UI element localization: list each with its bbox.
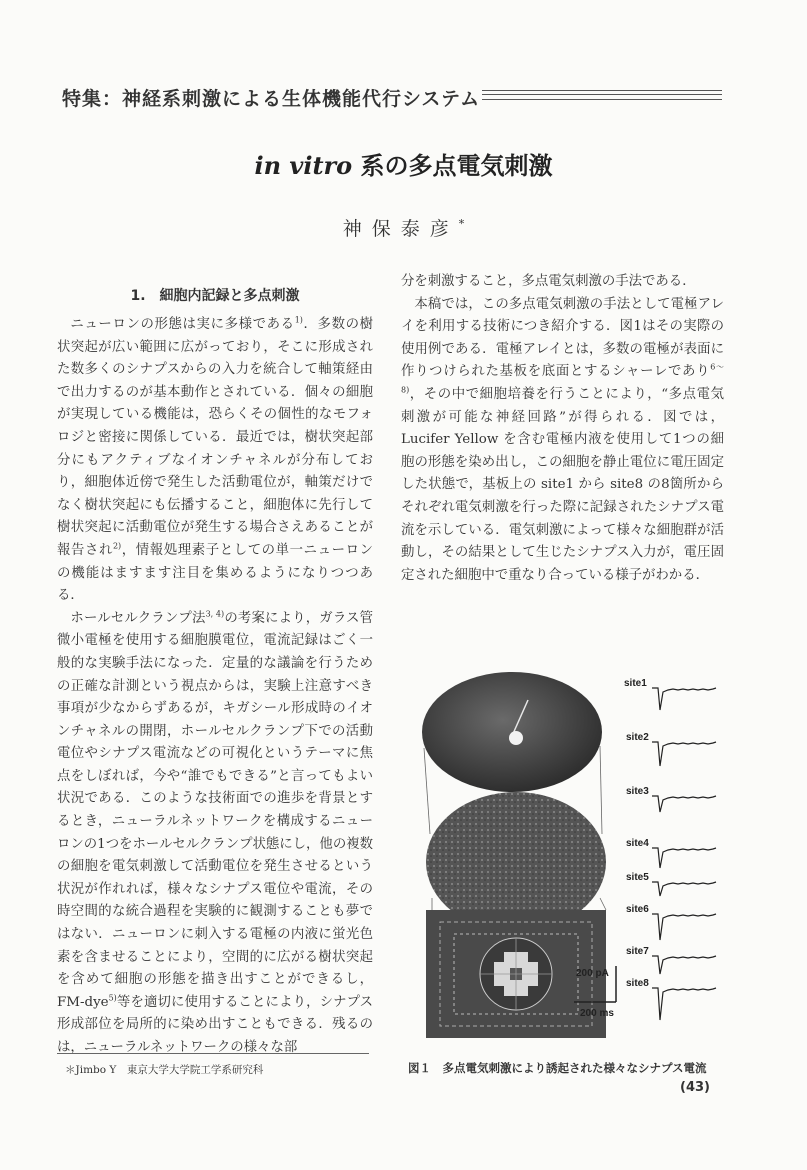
site-label: site8 [626,978,649,989]
synaptic-current-trace [652,956,716,974]
synaptic-current-trace [652,688,716,710]
paragraph: 本稿では，この多点電気刺激の手法として電極アレイを利用する技術につき紹介する．図1はその実際の使用例である．電極アレイとは，多数の電極が表面に作りつけられた基板を底面とするシャーレであり$^{6\sim 8)}$，その中で細胞培養を行うことにより，“多点電気刺激が可能な神経回路”が得られる．図では，Lucifer Yellow を含む電極内液を使用して1つの細胞の形態を染め出し，この細胞を静止電位に電圧固定した状態で，基板上の site1 から site8 の8箇所からそれぞれ電気刺激を行った際に記録されたシナプス電流を示している．電気刺激によって様々な細胞群が活動し，その結果として生じたシナプス入力が，電圧固定された細胞中で重なり合っている様子がわかる． [401,296,724,583]
synaptic-current-trace [652,848,716,868]
site-label: site1 [624,678,647,689]
synaptic-current-trace [652,796,716,812]
feature-header-title: 特集：神経系刺激による生体機能代行システム [62,88,481,110]
site-label: site7 [626,946,649,957]
footnote: ＊Jimbo Y 東京大学大学院工学系研究科 [65,1064,264,1076]
citation: 3, 4) [205,609,225,619]
citation: 2) [112,541,122,551]
left-column [57,314,373,1060]
page-number: (43) [680,1080,710,1095]
figure-1 [420,666,720,1046]
synaptic-current-trace [652,742,716,766]
site-label: site2 [626,732,649,743]
site-label: site6 [626,904,649,915]
citation: 1) [294,315,303,325]
article-title [0,146,807,181]
synaptic-current-traces [652,688,716,1020]
section-heading: 1. 細胞内記録と多点刺激 [130,288,300,304]
article-title-italic: in vitro [254,151,353,180]
scale-label-current: 200 pA [576,968,609,979]
site-label: site5 [626,872,649,883]
paragraph: ホールセルクランプ法$^{3, 4)}$の考案により，ガラス管微小電極を使用する細胞膜電位，電流記録はごく一般的な実験手法になった．定量的な議論を行うための正確な計測という視点からは，実験上注意すべき事項が少なからずあるが，キガシール形成時のイオンチャネルの開閉，ホールセルクランプ下での活動電位やシナプス電流などの可視化というテーマに焦点をしぼれば，今や“誰でもできる”と言ってもよい状況である．このような技術面での進歩を背景とするとき，ニューラルネットワークを構成するニューロンの1つをホールセルクランプ状態にし，他の複数の細胞を電気刺激して活動電位を発生させるという状況が作れれば，様々なシナプス電位や電流，その時空間的な統合過程を実験的に観測することも夢ではない．ニューロンに刺入する電極の内液に蛍光色素を含ませることにより，空間的に広がる樹状突起を含めて細胞の形態を描き出すことができるし，FM-dye$^{5)}$等を適切に使用することにより，シナプス形成部位を局所的に染め出すこともできる．残るのは，ニューラルネットワークの様々な部 [57,609,374,1055]
paragraph: 分を刺激すること，多点電気刺激の手法である． [401,274,696,289]
header-rule [482,90,722,100]
synaptic-current-trace [652,882,716,896]
synaptic-current-trace [652,914,716,940]
synaptic-current-trace [652,988,716,1020]
citation: 5) [108,993,117,1003]
footnote-rule [57,1053,369,1054]
right-column [401,271,724,587]
fluorescence-image [422,672,602,792]
article-title-rest: 系の多点電気刺激 [352,151,553,180]
scale-label-time: 200 ms [580,1008,614,1019]
stained-cell [509,731,523,745]
figure-caption: 図１ 多点電気刺激により誘起された様々なシナプス電流 [408,1061,707,1075]
paragraph: ニューロンの形態は実に多様である$^{1)}$．多数の樹状突起が広い範囲に広がっており，そこに形成された数多くのシナプスからの入力を統合して軸策経由で出力するのが基本動作とされている．個々の細胞が実現している機能は，恐らくその個性的なモフォロジと密接に関係している．最近では，樹状突起部分にもアクティブなイオンチャネルが分布しており，細胞体近傍で発生した活動電位が，軸策だけでなく樹状突起にも伝播すること，細胞体に先行して樹状突起に活動電位が発生する場合さえあることが報告され$^{2)}$，情報処理素子としての単一ニューロンの機能はますます注目を集めるようになりつつある． [57,315,374,604]
site-label: site3 [626,786,649,797]
citation: 6～8) [401,362,724,395]
site-label: site4 [626,838,649,849]
author-footnote-mark: * [458,217,465,231]
author [0,214,807,241]
author-name: 神保泰彦 [342,218,459,240]
